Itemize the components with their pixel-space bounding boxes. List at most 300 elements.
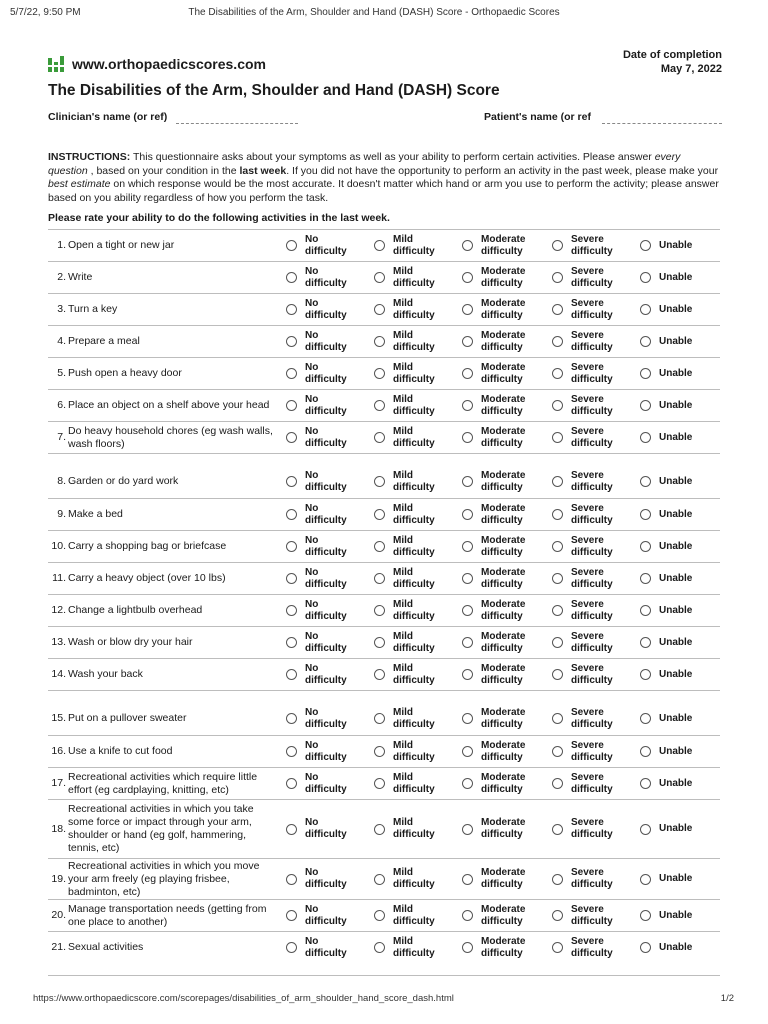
question-number: 16. — [51, 745, 66, 757]
radio-button[interactable] — [552, 272, 563, 283]
answer-option[interactable] — [286, 900, 347, 931]
answer-option[interactable] — [462, 736, 525, 767]
radio-button[interactable] — [640, 240, 651, 251]
answer-option[interactable] — [462, 563, 525, 594]
radio-button[interactable] — [286, 942, 297, 953]
answer-option[interactable] — [374, 736, 435, 767]
radio-button[interactable] — [640, 910, 651, 921]
radio-button[interactable] — [640, 874, 651, 885]
answer-option[interactable] — [374, 294, 435, 325]
answer-option[interactable] — [552, 358, 613, 389]
answer-option[interactable] — [552, 326, 613, 357]
answer-option-line1: Moderate — [481, 502, 526, 514]
answer-option[interactable] — [374, 531, 435, 562]
radio-button[interactable] — [286, 400, 297, 411]
answer-option[interactable] — [462, 768, 525, 799]
answer-option[interactable] — [286, 859, 347, 899]
clinician-name-field[interactable] — [176, 123, 298, 124]
radio-button[interactable] — [374, 400, 385, 411]
answer-option[interactable] — [286, 262, 347, 293]
radio-button[interactable] — [286, 509, 297, 520]
answer-option[interactable] — [552, 691, 613, 735]
radio-button[interactable] — [462, 874, 473, 885]
answer-option[interactable] — [374, 499, 435, 530]
radio-button[interactable] — [640, 304, 651, 315]
answer-option[interactable] — [640, 900, 692, 931]
radio-button[interactable] — [462, 432, 473, 443]
radio-button[interactable] — [286, 432, 297, 443]
radio-button[interactable] — [640, 400, 651, 411]
name-fields — [48, 111, 728, 129]
answer-option[interactable] — [462, 358, 525, 389]
answer-option-label — [393, 503, 435, 527]
answer-option-line2: difficulty — [481, 309, 523, 321]
answer-option[interactable] — [640, 859, 692, 899]
answer-option-line1: No — [305, 297, 319, 309]
answer-option-line1: Severe — [571, 233, 604, 245]
answer-option[interactable] — [462, 326, 525, 357]
page-title: The Disabilities of the Arm, Shoulder and Hand (DASH) Score — [48, 82, 500, 99]
radio-button[interactable] — [640, 476, 651, 487]
answer-option-label — [659, 368, 692, 380]
answer-option[interactable] — [374, 768, 435, 799]
radio-button[interactable] — [552, 778, 563, 789]
radio-button[interactable] — [462, 573, 473, 584]
radio-button[interactable] — [462, 669, 473, 680]
radio-button[interactable] — [374, 942, 385, 953]
radio-button[interactable] — [462, 240, 473, 251]
answer-option[interactable] — [462, 659, 525, 690]
radio-button[interactable] — [462, 304, 473, 315]
radio-button[interactable] — [462, 713, 473, 724]
radio-button[interactable] — [374, 910, 385, 921]
radio-button[interactable] — [640, 509, 651, 520]
question-number: 8. — [57, 475, 66, 487]
answer-option[interactable] — [286, 499, 347, 530]
answer-option[interactable] — [286, 563, 347, 594]
answer-option[interactable] — [374, 932, 435, 963]
radio-button[interactable] — [640, 573, 651, 584]
answer-option-line2: difficulty — [393, 915, 435, 927]
answer-option[interactable] — [552, 859, 613, 899]
radio-button[interactable] — [462, 778, 473, 789]
answer-option[interactable] — [374, 563, 435, 594]
answer-option-line2: difficulty — [481, 674, 523, 686]
answer-option[interactable] — [286, 595, 347, 626]
answer-option-line2: difficulty — [481, 915, 523, 927]
radio-button[interactable] — [552, 509, 563, 520]
answer-option[interactable] — [552, 499, 613, 530]
answer-option[interactable] — [640, 390, 692, 421]
radio-button[interactable] — [462, 942, 473, 953]
answer-option[interactable] — [552, 230, 613, 261]
radio-button[interactable] — [462, 368, 473, 379]
answer-option[interactable] — [374, 691, 435, 735]
radio-button[interactable] — [552, 942, 563, 953]
question-text: Manage transportation needs (getting from one place to another) — [68, 902, 267, 928]
answer-option[interactable] — [286, 326, 347, 357]
answer-option-label — [393, 740, 435, 764]
answer-option-label — [571, 535, 613, 559]
radio-button[interactable] — [640, 541, 651, 552]
question-row — [48, 453, 720, 498]
answer-option[interactable] — [640, 230, 692, 261]
answer-option[interactable] — [552, 595, 613, 626]
radio-button[interactable] — [286, 476, 297, 487]
radio-button[interactable] — [552, 637, 563, 648]
radio-button[interactable] — [552, 874, 563, 885]
answer-option-label — [481, 740, 525, 764]
radio-button[interactable] — [462, 910, 473, 921]
question-label — [48, 294, 278, 325]
answer-option[interactable] — [374, 262, 435, 293]
question-label — [48, 390, 278, 421]
radio-button[interactable] — [640, 942, 651, 953]
answer-option-line2: difficulty — [481, 373, 523, 385]
answer-option[interactable] — [286, 358, 347, 389]
answer-option[interactable] — [640, 326, 692, 357]
radio-button[interactable] — [640, 778, 651, 789]
answer-option[interactable] — [374, 326, 435, 357]
answer-option-line2: difficulty — [571, 277, 613, 289]
radio-button[interactable] — [374, 240, 385, 251]
answer-option-label — [571, 470, 613, 494]
answer-option[interactable] — [462, 262, 525, 293]
radio-button[interactable] — [286, 272, 297, 283]
answer-option-line1: No — [305, 425, 319, 437]
answer-option[interactable] — [640, 294, 692, 325]
answer-option[interactable] — [286, 422, 347, 453]
answer-option[interactable] — [640, 595, 692, 626]
answer-option[interactable] — [462, 390, 525, 421]
answer-option[interactable] — [552, 900, 613, 931]
answer-option-line1: Unable — [659, 475, 693, 487]
radio-button[interactable] — [640, 637, 651, 648]
radio-button[interactable] — [552, 336, 563, 347]
answer-option[interactable] — [286, 294, 347, 325]
radio-button[interactable] — [374, 669, 385, 680]
answer-option[interactable] — [552, 262, 613, 293]
answer-option-line2: difficulty — [393, 277, 435, 289]
answer-option[interactable] — [374, 859, 435, 899]
answer-option[interactable] — [640, 262, 692, 293]
answer-option[interactable] — [640, 627, 692, 658]
answer-option[interactable] — [462, 627, 525, 658]
patient-name-field[interactable] — [602, 123, 722, 124]
answer-option[interactable] — [286, 390, 347, 421]
radio-button[interactable] — [286, 910, 297, 921]
radio-button[interactable] — [462, 541, 473, 552]
radio-button[interactable] — [462, 476, 473, 487]
completion-date-block — [623, 48, 722, 76]
question-label — [48, 595, 278, 626]
answer-option[interactable] — [552, 659, 613, 690]
answer-option[interactable] — [552, 422, 613, 453]
radio-button[interactable] — [462, 336, 473, 347]
answer-option[interactable] — [286, 736, 347, 767]
answer-option-label — [305, 394, 347, 418]
radio-button[interactable] — [552, 240, 563, 251]
answer-option-label — [305, 426, 347, 450]
answer-option[interactable] — [640, 691, 692, 735]
radio-button[interactable] — [286, 541, 297, 552]
answer-option-label — [393, 867, 435, 891]
answer-option[interactable] — [640, 454, 692, 498]
question-label — [48, 262, 278, 293]
radio-button[interactable] — [640, 432, 651, 443]
answer-option[interactable] — [640, 563, 692, 594]
radio-button[interactable] — [286, 778, 297, 789]
answer-option[interactable] — [374, 659, 435, 690]
answer-option-line1: Moderate — [481, 393, 526, 405]
radio-button[interactable] — [286, 669, 297, 680]
answer-option-line1: Moderate — [481, 630, 526, 642]
answer-option[interactable] — [286, 932, 347, 963]
answer-option-line1: No — [305, 598, 319, 610]
answer-option[interactable] — [462, 230, 525, 261]
radio-button[interactable] — [374, 304, 385, 315]
radio-button[interactable] — [640, 336, 651, 347]
answer-option-line1: Mild — [393, 361, 413, 373]
question-row — [48, 562, 720, 594]
radio-button[interactable] — [286, 713, 297, 724]
answer-option-label — [571, 567, 613, 591]
answer-option[interactable] — [374, 800, 435, 858]
answer-option[interactable] — [552, 932, 613, 963]
answer-option-label — [571, 936, 613, 960]
answer-option[interactable] — [462, 800, 525, 858]
answer-option-line1: Severe — [571, 706, 604, 718]
answer-option[interactable] — [640, 422, 692, 453]
radio-button[interactable] — [462, 824, 473, 835]
answer-option-line2: difficulty — [481, 829, 523, 840]
answer-option-line1: Unable — [659, 777, 693, 789]
radio-button[interactable] — [286, 824, 297, 835]
radio-button[interactable] — [286, 746, 297, 757]
radio-button[interactable] — [286, 336, 297, 347]
radio-button[interactable] — [552, 400, 563, 411]
answer-option[interactable] — [640, 736, 692, 767]
answer-option[interactable] — [640, 659, 692, 690]
radio-button[interactable] — [552, 304, 563, 315]
radio-button[interactable] — [286, 573, 297, 584]
radio-button[interactable] — [286, 304, 297, 315]
answer-option[interactable] — [552, 736, 613, 767]
answer-option-line2: difficulty — [571, 245, 613, 257]
answer-option-label — [393, 362, 435, 386]
radio-button[interactable] — [374, 746, 385, 757]
rate-prompt: Please rate your ability to do the following activities in the last week. — [48, 212, 390, 224]
radio-button[interactable] — [286, 637, 297, 648]
radio-button[interactable] — [374, 432, 385, 443]
radio-button[interactable] — [374, 272, 385, 283]
answer-option[interactable] — [462, 932, 525, 963]
question-number: 9. — [57, 508, 66, 520]
answer-option[interactable] — [286, 691, 347, 735]
answer-option[interactable] — [552, 627, 613, 658]
radio-button[interactable] — [462, 746, 473, 757]
radio-button[interactable] — [462, 509, 473, 520]
answer-option[interactable] — [640, 800, 692, 858]
answer-option-line2: difficulty — [305, 642, 347, 654]
radio-button[interactable] — [462, 272, 473, 283]
answer-option[interactable] — [286, 659, 347, 690]
answer-option-line2: difficulty — [393, 437, 435, 449]
radio-button[interactable] — [374, 874, 385, 885]
answer-option[interactable] — [462, 859, 525, 899]
answer-option-line1: Unable — [659, 668, 693, 680]
answer-option[interactable] — [462, 454, 525, 498]
answer-option-label — [571, 631, 613, 655]
radio-button[interactable] — [462, 400, 473, 411]
answer-option-label — [659, 637, 692, 649]
answer-option-line1: Severe — [571, 662, 604, 674]
answer-option[interactable] — [286, 627, 347, 658]
radio-button[interactable] — [374, 541, 385, 552]
site-name[interactable]: www.orthopaedicscores.com — [72, 56, 266, 72]
answer-option[interactable] — [462, 531, 525, 562]
answer-option[interactable] — [374, 900, 435, 931]
answer-option[interactable] — [462, 422, 525, 453]
radio-button[interactable] — [552, 669, 563, 680]
answer-option[interactable] — [286, 768, 347, 799]
answer-option[interactable] — [374, 595, 435, 626]
answer-option-line1: Severe — [571, 935, 604, 947]
answer-option-label — [305, 567, 347, 591]
answer-option[interactable] — [462, 900, 525, 931]
answer-option[interactable] — [462, 691, 525, 735]
radio-button[interactable] — [374, 476, 385, 487]
answer-option[interactable] — [552, 563, 613, 594]
radio-button[interactable] — [286, 240, 297, 251]
radio-button[interactable] — [374, 637, 385, 648]
answer-option[interactable] — [640, 358, 692, 389]
radio-button[interactable] — [640, 272, 651, 283]
answer-option-label — [659, 605, 692, 617]
answer-option[interactable] — [374, 358, 435, 389]
answer-option[interactable] — [552, 531, 613, 562]
answer-option-line2: difficulty — [571, 341, 613, 353]
answer-option[interactable] — [374, 627, 435, 658]
radio-button[interactable] — [640, 746, 651, 757]
answer-option-label — [393, 817, 435, 841]
answer-option-label — [305, 663, 347, 687]
radio-button[interactable] — [374, 368, 385, 379]
answer-option[interactable] — [640, 932, 692, 963]
instructions-text-2: , based on your condition in the — [87, 164, 240, 177]
answer-option-line1: No — [305, 265, 319, 277]
radio-button[interactable] — [552, 824, 563, 835]
answer-option[interactable] — [286, 454, 347, 498]
radio-button[interactable] — [374, 778, 385, 789]
answer-option-line1: Severe — [571, 265, 604, 277]
answer-option-label — [393, 426, 435, 450]
answer-option-line1: No — [305, 361, 319, 373]
radio-button[interactable] — [552, 541, 563, 552]
radio-button[interactable] — [552, 713, 563, 724]
answer-option[interactable] — [286, 800, 347, 858]
radio-button[interactable] — [640, 669, 651, 680]
answer-option[interactable] — [374, 230, 435, 261]
radio-button[interactable] — [640, 824, 651, 835]
answer-option[interactable] — [552, 294, 613, 325]
question-label — [48, 859, 278, 899]
question-text: Push open a heavy door — [68, 367, 182, 379]
answer-option[interactable] — [374, 454, 435, 498]
question-label — [48, 326, 278, 357]
radio-button[interactable] — [552, 368, 563, 379]
instructions-last-week: last week — [239, 164, 287, 177]
answer-option[interactable] — [374, 390, 435, 421]
answer-option-label — [393, 567, 435, 591]
answer-option-line2: difficulty — [571, 674, 613, 686]
answer-option[interactable] — [552, 768, 613, 799]
question-number: 1. — [57, 239, 66, 251]
radio-button[interactable] — [552, 432, 563, 443]
answer-option-line2: difficulty — [305, 829, 347, 840]
radio-button[interactable] — [552, 476, 563, 487]
radio-button[interactable] — [286, 605, 297, 616]
answer-option[interactable] — [640, 531, 692, 562]
radio-button[interactable] — [374, 824, 385, 835]
radio-button[interactable] — [374, 573, 385, 584]
radio-button[interactable] — [552, 573, 563, 584]
radio-button[interactable] — [640, 713, 651, 724]
radio-button[interactable] — [462, 605, 473, 616]
question-number: 3. — [57, 303, 66, 315]
answer-option-line1: Severe — [571, 502, 604, 514]
answer-option-line1: Mild — [393, 233, 413, 245]
answer-option-label — [481, 631, 525, 655]
answer-option-line2: difficulty — [481, 546, 523, 558]
answer-option-label — [393, 599, 435, 623]
answer-option-label — [659, 573, 692, 585]
question-row — [48, 690, 720, 735]
answer-option-line2: difficulty — [393, 718, 435, 730]
answer-option[interactable] — [640, 768, 692, 799]
answer-option[interactable] — [286, 230, 347, 261]
answer-option[interactable] — [462, 595, 525, 626]
radio-button[interactable] — [462, 637, 473, 648]
answer-option[interactable] — [462, 294, 525, 325]
radio-button[interactable] — [552, 746, 563, 757]
answer-option-label — [571, 362, 613, 386]
answer-option[interactable] — [462, 499, 525, 530]
radio-button[interactable] — [640, 605, 651, 616]
answer-option-line2: difficulty — [305, 751, 347, 763]
radio-button[interactable] — [286, 368, 297, 379]
answer-option[interactable] — [552, 390, 613, 421]
radio-button[interactable] — [374, 509, 385, 520]
answer-option-line2: difficulty — [305, 373, 347, 385]
answer-option[interactable] — [374, 422, 435, 453]
radio-button[interactable] — [552, 910, 563, 921]
radio-button[interactable] — [640, 368, 651, 379]
radio-button[interactable] — [552, 605, 563, 616]
answer-option[interactable] — [286, 531, 347, 562]
radio-button[interactable] — [374, 713, 385, 724]
answer-option-line1: Mild — [393, 867, 413, 878]
answer-option[interactable] — [552, 800, 613, 858]
radio-button[interactable] — [374, 605, 385, 616]
answer-option-label — [305, 707, 347, 731]
radio-button[interactable] — [374, 336, 385, 347]
answer-option-line2: difficulty — [481, 947, 523, 959]
answer-option[interactable] — [640, 499, 692, 530]
answer-option[interactable] — [552, 454, 613, 498]
radio-button[interactable] — [286, 874, 297, 885]
answer-option-label — [393, 298, 435, 322]
